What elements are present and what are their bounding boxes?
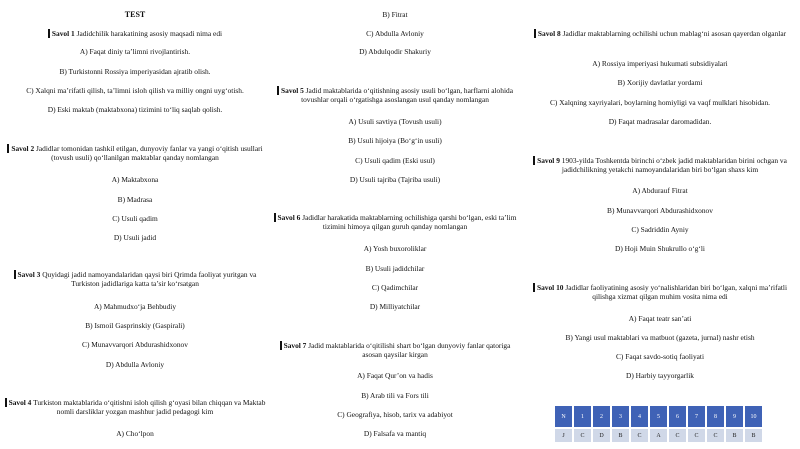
question-marker: [533, 156, 535, 165]
q3-option-c: C) Munavvarqori Abdurashidxonov: [82, 340, 188, 349]
q6-option-c: C) Qadimchilar: [371, 283, 419, 292]
answer-key-cell: C: [574, 429, 591, 442]
question-2: Savol 2 Jadidlar tomonidan tashkil etilgan, dunyoviy fanlar va yangi o‘qitish usullari (tovush usuli) qo‘llanilgan maktablar qanday nomlangan: [0, 144, 270, 162]
answer-key-header-cell: 8: [707, 406, 724, 427]
q7-option-a: A) Faqat Qur’on va hadis: [357, 371, 433, 380]
q2-option-d: D) Usuli jadid: [113, 233, 157, 242]
question-10: Savol 10 Jadidlar faoliyatining asosiy yo‘nalishlaridan biri bo‘lgan, xalqni ma’rifatli qilishga xizmat qilgan muhim vosita nima edi: [520, 283, 800, 301]
q1-option-c: C) Xalqni ma’rifatli qilish, ta’limni isloh qilish va milliy ongni uyg‘otish.: [26, 86, 244, 95]
q4-option-b: B) Fitrat: [382, 10, 408, 19]
answer-key-cell: D: [593, 429, 610, 442]
answer-key-cell: J: [555, 429, 572, 442]
answer-key-header-row: [555, 406, 762, 427]
answer-key-header-cell: 6: [669, 406, 686, 427]
q8-option-d: D) Faqat madrasalar daromadidan.: [608, 117, 712, 126]
answer-key-header-cell: 10: [745, 406, 762, 427]
question-marker: [14, 270, 16, 279]
q2-option-c: C) Usuli qadim: [112, 214, 158, 223]
q5-option-c: C) Usuli qadim (Eski usul): [355, 156, 435, 165]
question-1: Savol 1 Jadidchilik harakatining asosiy maqsadi nima edi: [0, 29, 270, 38]
answer-key-cell: B: [612, 429, 629, 442]
answer-key-header-cell: 3: [612, 406, 629, 427]
q3-option-b: B) Ismoil Gasprinskiy (Gaspirali): [85, 321, 185, 330]
q3-option-d: D) Abdulla Avloniy: [105, 360, 165, 369]
q9-option-b: B) Munavvarqori Abdurashidxonov: [607, 206, 713, 215]
question-marker: [7, 144, 9, 153]
question-marker: [534, 29, 536, 38]
page-title: TEST: [124, 10, 146, 19]
answer-key-header-cell: 9: [726, 406, 743, 427]
q4-option-a: A) Cho‘lpon: [116, 429, 154, 438]
answer-key-cell: B: [745, 429, 762, 442]
q1-option-a: A) Faqat diniy ta’limni rivojlantirish.: [79, 47, 191, 56]
question-marker: [274, 213, 276, 222]
q3-option-a: A) Mahmudxo‘ja Behbudiy: [93, 302, 177, 311]
answer-key-header-cell: 1: [574, 406, 591, 427]
question-7: Savol 7 Jadid maktablarida o‘qitilishi shart bo‘lgan dunyoviy fanlar qatoriga asosan qaysilar kirgan: [265, 341, 525, 359]
answer-key-header-cell: 2: [593, 406, 610, 427]
q10-option-a: A) Faqat teatr san’ati: [628, 314, 692, 323]
q4-option-c: C) Abdulla Avloniy: [366, 29, 424, 38]
answer-key-cell: B: [726, 429, 743, 442]
q8-option-a: A) Rossiya imperiyasi hukumati subsidiyalari: [592, 59, 728, 68]
question-5: Savol 5 Jadid maktablarida o‘qitishning asosiy usuli bo‘lgan, harflarni alohida tovushlar orqali o‘rgatishga asoslangan usul qanday nomlangan: [265, 86, 525, 104]
q6-option-a: A) Yosh buxoroliklar: [363, 244, 427, 253]
q2-option-a: A) Maktabxona: [111, 175, 159, 184]
q5-option-b: B) Usuli hijoiya (Bo‘g‘in usuli): [348, 136, 442, 145]
q7-option-b: B) Arab tili va Fors tili: [361, 391, 429, 400]
q9-option-c: C) Sadriddin Ayniy: [631, 225, 689, 234]
q10-option-c: C) Faqat savdo-sotiq faoliyati: [615, 352, 705, 361]
q8-option-b: B) Xorijiy davlatlar yordami: [617, 78, 703, 87]
q7-option-d: D) Falsafa va mantiq: [363, 429, 427, 438]
q6-option-b: B) Usuli jadidchilar: [365, 264, 425, 273]
question-4: Savol 4 Turkiston maktablarida o‘qitishni isloh qilish g‘oyasi bilan chiqqan va Maktab nomli darsliklar yozgan mashhur jadid pedagogi kim: [0, 398, 270, 416]
question-marker: [48, 29, 50, 38]
question-marker: [5, 398, 7, 407]
answer-key-cell: A: [650, 429, 667, 442]
question-8: Savol 8 Jadidlar maktablarning ochilishi uchun mablag‘ni asosan qayerdan olganlar: [520, 29, 800, 38]
answer-key-header-cell: 4: [631, 406, 648, 427]
answer-key-cell: C: [669, 429, 686, 442]
question-3: Savol 3 Quyidagi jadid namoyandalaridan qaysi biri Qrimda faoliyat yuritgan va Turkiston jadidlariga katta ta’sir ko‘rsatgan: [0, 270, 270, 288]
answer-key-header-cell: N: [555, 406, 572, 427]
q1-option-b: B) Turkistonni Rossiya imperiyasidan ajratib olish.: [59, 67, 211, 76]
q4-option-d: D) Abdulqodir Shakuriy: [359, 47, 431, 56]
answer-key-answer-row: [555, 429, 762, 442]
q9-option-a: A) Abdurauf Fitrat: [632, 186, 688, 195]
answer-key-header-cell: 7: [688, 406, 705, 427]
q10-option-d: D) Harbiy tayyorgarlik: [625, 371, 694, 380]
question-6: Savol 6 Jadidlar harakatida maktablarning ochilishiga qarshi bo‘lgan, eski ta’lim tizimini himoya qilgan guruh qanday nomlangan: [265, 213, 525, 231]
answer-key-cell: C: [707, 429, 724, 442]
question-marker: [277, 86, 279, 95]
answer-key-table: [553, 404, 764, 444]
answer-key-cell: C: [631, 429, 648, 442]
q1-option-d: D) Eski maktab (maktabxona) tizimini to‘liq saqlab qolish.: [47, 105, 223, 114]
answer-key-header-cell: 5: [650, 406, 667, 427]
question-marker: [533, 283, 535, 292]
q6-option-d: D) Milliyatchilar: [369, 302, 421, 311]
q7-option-c: C) Geografiya, hisob, tarix va adabiyot: [337, 410, 453, 419]
q9-option-d: D) Hoji Muin Shukrullo o‘g‘li: [615, 244, 705, 253]
q5-option-d: D) Usuli tajriba (Tajriba usuli): [349, 175, 441, 184]
q5-option-a: A) Usuli savtiya (Tovush usuli): [348, 117, 442, 126]
answer-key-cell: C: [688, 429, 705, 442]
q10-option-b: B) Yangi usul maktablari va matbuot (gazeta, jurnal) nashr etish: [565, 333, 755, 342]
question-marker: [280, 341, 282, 350]
q8-option-c: C) Xalqning xayriyalari, boylarning homiyligi va vaqf mulklari hisobidan.: [549, 98, 771, 107]
question-9: Savol 9 1903-yilda Toshkentda birinchi o‘zbek jadid maktablaridan birini ochgan va jadidchilikning yetakchi namoyandalaridan biri bo‘lgan shaxs kim: [520, 156, 800, 174]
q2-option-b: B) Madrasa: [117, 195, 153, 204]
